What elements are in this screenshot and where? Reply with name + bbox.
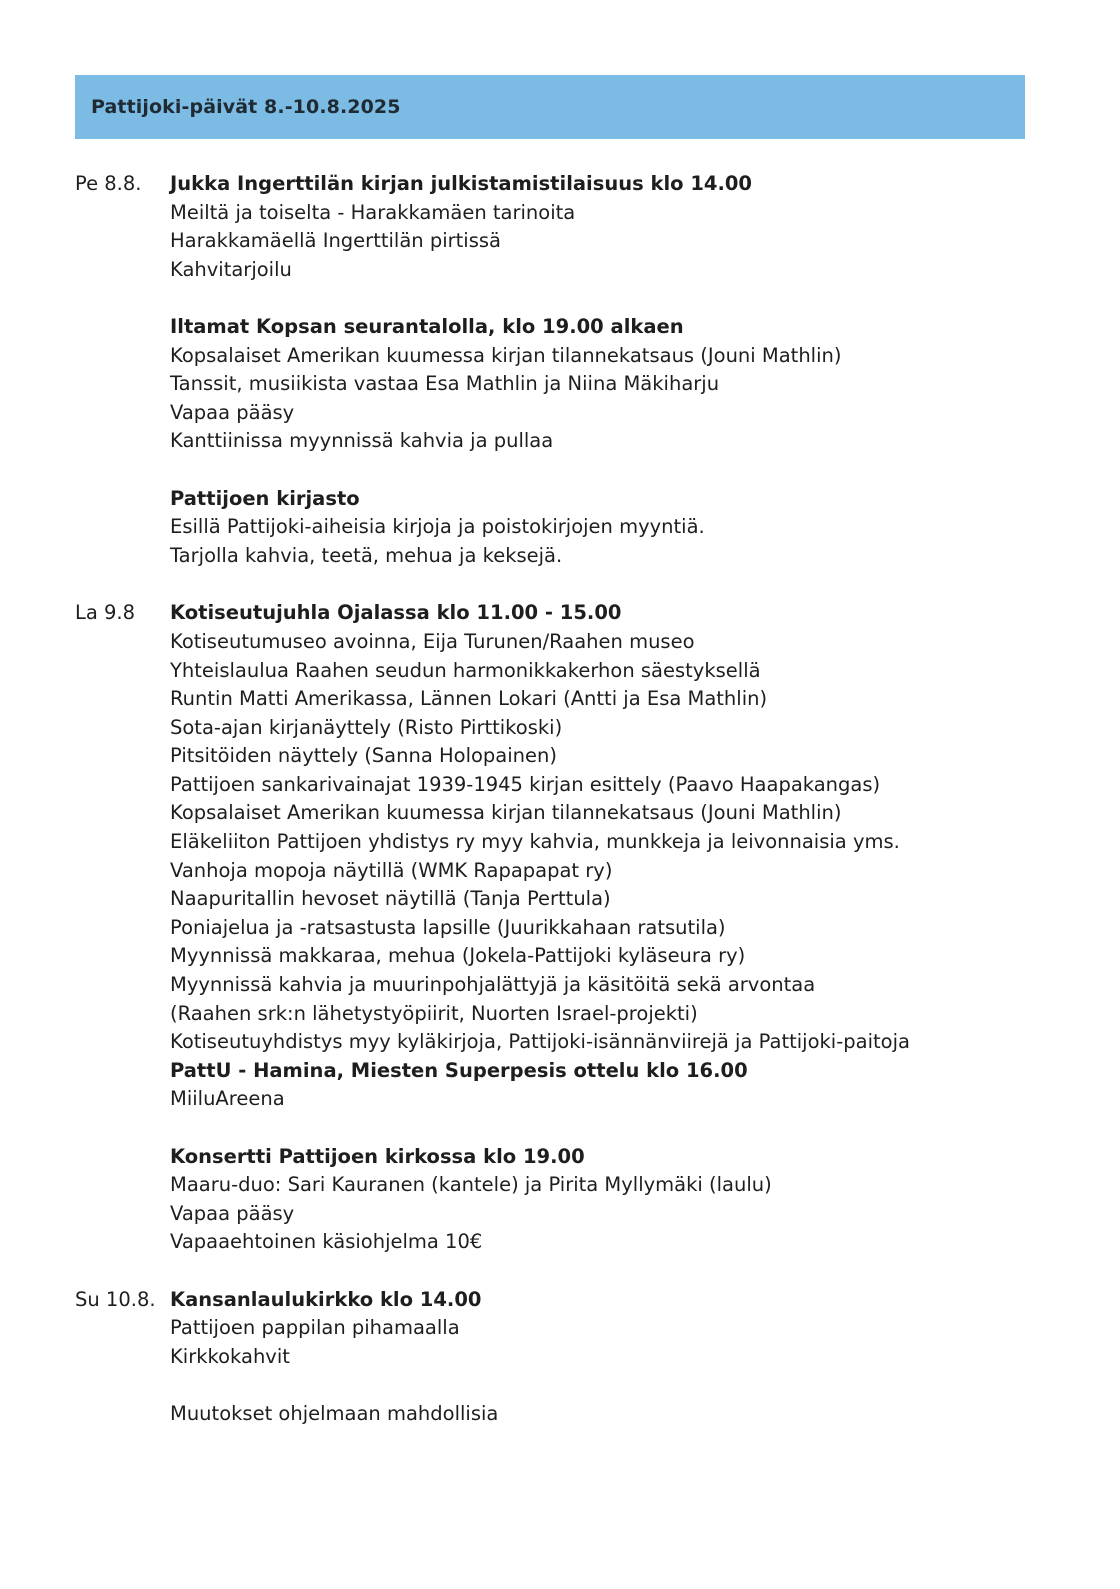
event-line: Vapaa pääsy — [170, 1201, 295, 1225]
event-line: Tarjolla kahvia, teetä, mehua ja keksejä. — [170, 543, 563, 567]
day-saturday — [75, 599, 1055, 1257]
day-label: Pe 8.8. — [75, 172, 142, 195]
event-concert — [170, 1143, 1055, 1257]
schedule — [75, 170, 1055, 1429]
day-events — [170, 599, 1055, 1257]
event-line: Vapaaehtoinen käsiohjelma 10€ — [170, 1230, 483, 1254]
event-line: Runtin Matti Amerikassa, Lännen Lokari (Antti ja Esa Mathlin) — [170, 687, 768, 711]
event-line: Pattijoen sankarivainajat 1939-1945 kirjan esittely (Paavo Haapakangas) — [170, 772, 881, 796]
page-title: Pattijoki-päivät 8.-10.8.2025 — [91, 96, 401, 118]
event-line: Yhteislaulua Raahen seudun harmonikkakerhon säestyksellä — [170, 658, 761, 682]
day-events — [170, 170, 1055, 570]
header-bar — [75, 75, 1025, 139]
event-line: Sota-ajan kirjanäyttely (Risto Pirttikoski) — [170, 715, 563, 739]
event-line: Meiltä ja toiselta - Harakkamäen tarinoita — [170, 200, 576, 224]
event-line: Pitsitöiden näyttely (Sanna Holopainen) — [170, 744, 558, 768]
event-line: Naapuritallin hevoset näytillä (Tanja Perttula) — [170, 887, 611, 911]
day-friday — [75, 170, 1055, 570]
event-line: Maaru-duo: Sari Kauranen (kantele) ja Pirita Myllymäki (laulu) — [170, 1173, 772, 1197]
event-line: Harakkamäellä Ingerttilän pirtissä — [170, 229, 501, 253]
day-events — [170, 1286, 1055, 1429]
event-title: Kansanlaulukirkko klo 14.00 — [170, 1287, 482, 1311]
event-line: Vapaa pääsy — [170, 400, 295, 424]
event-line: Esillä Pattijoki-aiheisia kirjoja ja poistokirjojen myyntiä. — [170, 515, 705, 539]
event-title: Pattijoen kirjasto — [170, 486, 360, 510]
event-line: Kopsalaiset Amerikan kuumessa kirjan tilannekatsaus (Jouni Mathlin) — [170, 343, 842, 367]
event-title: Iltamat Kopsan seurantalolla, klo 19.00 alkaen — [170, 314, 684, 338]
event-title: Kotiseutujuhla Ojalassa klo 11.00 - 15.00 — [170, 601, 622, 625]
event-line: Kirkkokahvit — [170, 1344, 290, 1368]
event-book-launch — [170, 170, 1055, 284]
event-library — [170, 485, 1055, 571]
event-line: MiiluAreena — [170, 1087, 285, 1111]
event-line: Kotiseutuyhdistys myy kyläkirjoja, Pattijoki-isännänviirejä ja Pattijoki-paitoja — [170, 1030, 910, 1054]
event-line: Eläkeliiton Pattijoen yhdistys ry myy kahvia, munkkeja ja leivonnaisia yms. — [170, 830, 900, 854]
event-line: Poniajelua ja -ratsastusta lapsille (Juurikkahaan ratsutila) — [170, 915, 726, 939]
event-line: Tanssit, musiikista vastaa Esa Mathlin ja Niina Mäkiharju — [170, 372, 720, 396]
day-label: La 9.8 — [75, 601, 136, 625]
event-line: Vanhoja mopoja näytillä (WMK Rapapapat ry) — [170, 858, 613, 882]
event-title: Konsertti Pattijoen kirkossa klo 19.00 — [170, 1144, 585, 1168]
event-iltamat — [170, 313, 1055, 456]
event-title: Jukka Ingerttilän kirjan julkistamistilaisuus klo 14.00 — [170, 172, 753, 195]
event-line: (Raahen srk:n lähetystyöpiirit, Nuorten Israel-projekti) — [170, 1001, 698, 1025]
event-line: Kotiseutumuseo avoinna, Eija Turunen/Raahen museo — [170, 629, 695, 653]
event-line: Pattijoen pappilan pihamaalla — [170, 1316, 460, 1340]
day-label: Su 10.8. — [75, 1287, 156, 1311]
footer-note: Muutokset ohjelmaan mahdollisia — [170, 1401, 499, 1425]
event-line: Kahvitarjoilu — [170, 257, 292, 281]
event-line: Kopsalaiset Amerikan kuumessa kirjan tilannekatsaus (Jouni Mathlin) — [170, 801, 842, 825]
day-sunday — [75, 1286, 1055, 1429]
event-title: PattU - Hamina, Miesten Superpesis ottelu klo 16.00 — [170, 1058, 748, 1082]
event-kansanlaulukirkko — [170, 1286, 1055, 1372]
event-kotiseutujuhla — [170, 599, 1055, 1057]
event-line: Kanttiinissa myynnissä kahvia ja pullaa — [170, 429, 554, 453]
event-line: Myynnissä kahvia ja muurinpohjalättyjä ja käsitöitä sekä arvontaa — [170, 973, 816, 997]
event-line: Myynnissä makkaraa, mehua (Jokela-Pattijoki kyläseura ry) — [170, 944, 746, 968]
event-superpesis — [170, 1057, 1055, 1114]
